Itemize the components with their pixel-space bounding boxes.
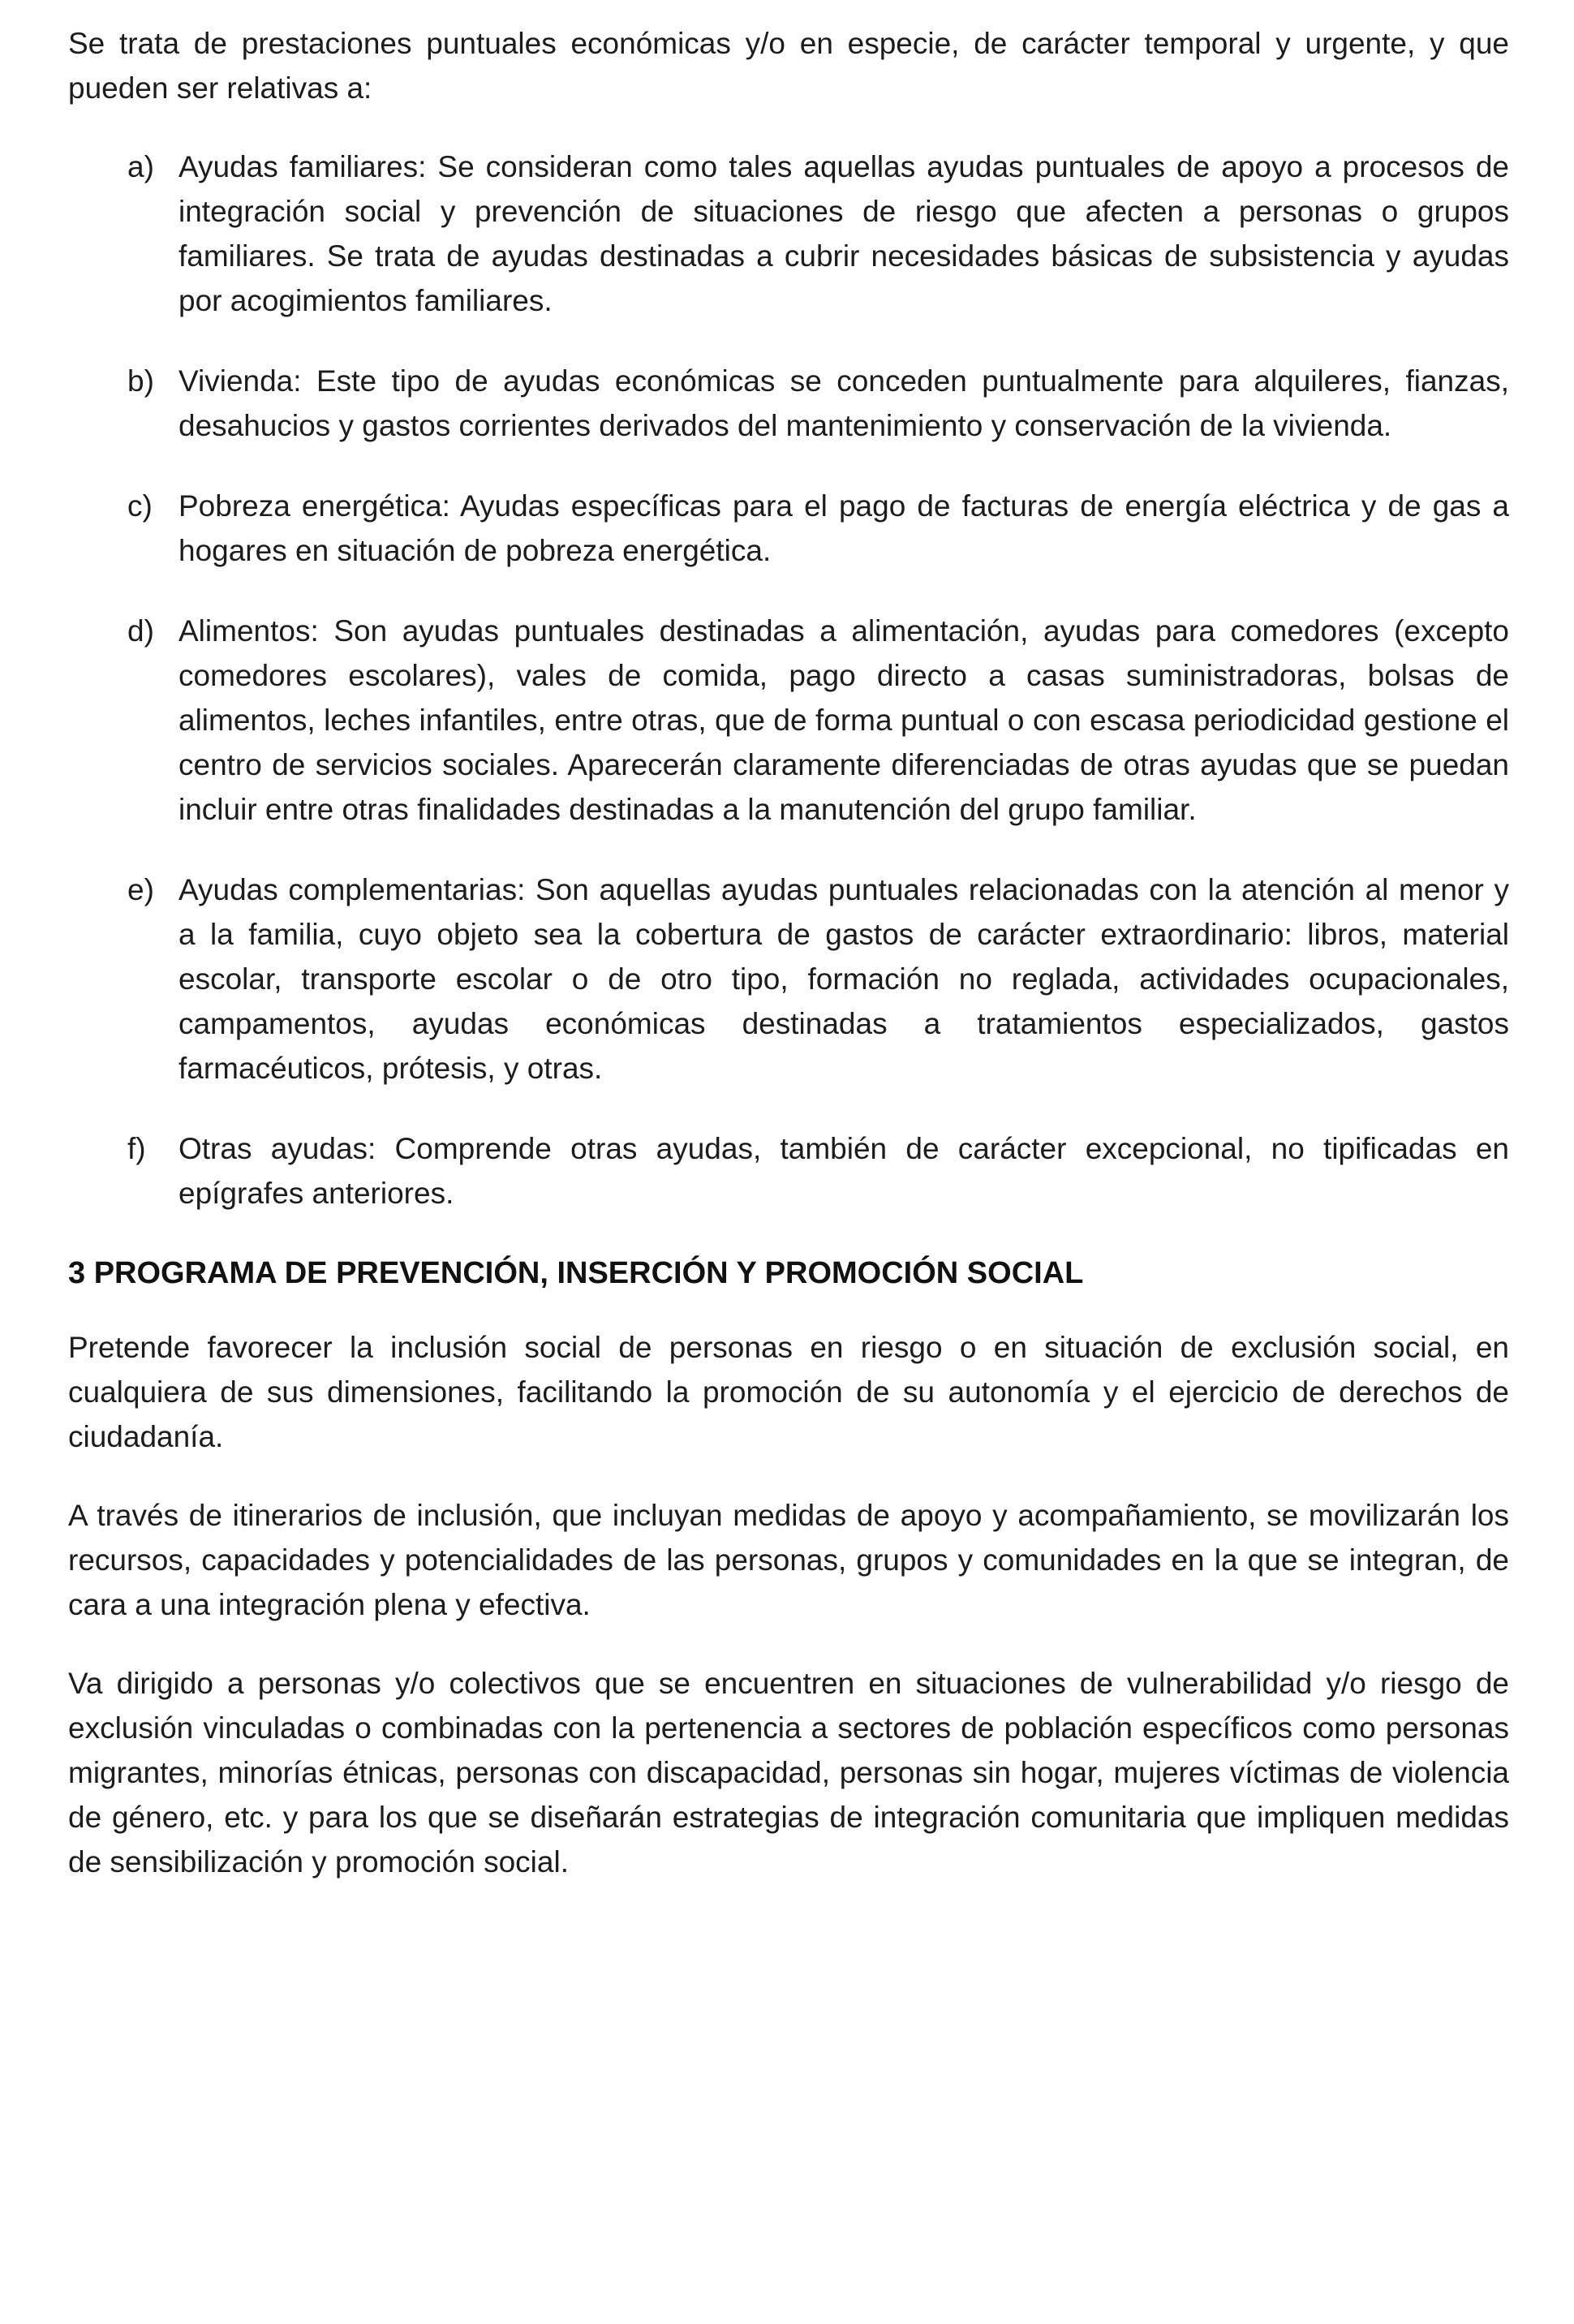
list-marker: d)	[127, 614, 154, 648]
list-item-otras-ayudas	[68, 1126, 1509, 1216]
list-marker: e)	[127, 873, 154, 906]
list-item-alimentos	[68, 609, 1509, 832]
body-paragraph-2: A través de itinerarios de inclusión, que incluyan medidas de apoyo y acompañamiento, se movilizarán los recursos, capacidades y potencialidades de las personas, grupos y comunidades en la que se integran, de cara a una integración plena y efectiva.	[68, 1499, 1509, 1621]
list-item-text: Ayudas complementarias: Son aquellas ayudas puntuales relacionadas con la atención al menor y a la familia, cuyo objeto sea la cobertura de gastos de carácter extraordinario: libros, material escolar, transporte escolar o de otro tipo, formación no reglada, actividades ocupacionales, campamentos, ayudas económicas destinadas a tratamientos especializados, gastos farmacéuticos, prótesis, y otras.	[178, 873, 1509, 1085]
list-marker: a)	[127, 150, 154, 183]
list-item-ayudas-familiares	[68, 144, 1509, 323]
aid-types-list	[68, 144, 1509, 1216]
list-item-ayudas-complementarias	[68, 867, 1509, 1091]
list-item-text: Otras ayudas: Comprende otras ayudas, también de carácter excepcional, no tipificadas en epígrafes anteriores.	[178, 1132, 1509, 1210]
list-marker: c)	[127, 489, 153, 523]
section-heading: 3 PROGRAMA DE PREVENCIÓN, INSERCIÓN Y PROMOCIÓN SOCIAL	[68, 1256, 1084, 1290]
list-item-text: Ayudas familiares: Se consideran como tales aquellas ayudas puntuales de apoyo a procesos de integración social y prevención de situaciones de riesgo que afecten a personas o grupos familiares. Se trata de ayudas destinadas a cubrir necesidades básicas de subsistencia y ayudas por acogimientos familiares.	[178, 150, 1509, 317]
list-item-text: Pobreza energética: Ayudas específicas para el pago de facturas de energía eléctrica y de gas a hogares en situación de pobreza energética.	[178, 489, 1509, 567]
body-paragraph-1: Pretende favorecer la inclusión social de personas en riesgo o en situación de exclusión social, en cualquiera de sus dimensiones, facilitando la promoción de su autonomía y el ejercicio de derechos de ciudadanía.	[68, 1331, 1509, 1453]
list-marker: b)	[127, 364, 154, 398]
list-item-text: Alimentos: Son ayudas puntuales destinadas a alimentación, ayudas para comedores (excepto comedores escolares), vales de comida, pago directo a casas suministradoras, bolsas de alimentos, leches infantiles, entre otras, que de forma puntual o con escasa periodicidad gestione el centro de servicios sociales. Aparecerán claramente diferenciadas de otras ayudas que se puedan incluir entre otras finalidades destinadas a la manutención del grupo familiar.	[178, 614, 1509, 826]
list-marker: f)	[127, 1132, 146, 1165]
list-item-pobreza-energetica	[68, 484, 1509, 573]
body-paragraph-3: Va dirigido a personas y/o colectivos que se encuentren en situaciones de vulnerabilidad y/o riesgo de exclusión vinculadas o combinadas con la pertenencia a sectores de población específicos como personas migrantes, minorías étnicas, personas con discapacidad, personas sin hogar, mujeres víctimas de violencia de género, etc. y para los que se diseñarán estrategias de integración comunitaria que impliquen medidas de sensibilización y promoción social.	[68, 1667, 1509, 1879]
list-item-text: Vivienda: Este tipo de ayudas económicas se conceden puntualmente para alquileres, fianzas, desahucios y gastos corrientes derivados del mantenimiento y conservación de la vivienda.	[178, 364, 1509, 442]
intro-paragraph: Se trata de prestaciones puntuales económicas y/o en especie, de carácter temporal y urgente, y que pueden ser relativas a:	[68, 27, 1509, 105]
list-item-vivienda	[68, 359, 1509, 448]
